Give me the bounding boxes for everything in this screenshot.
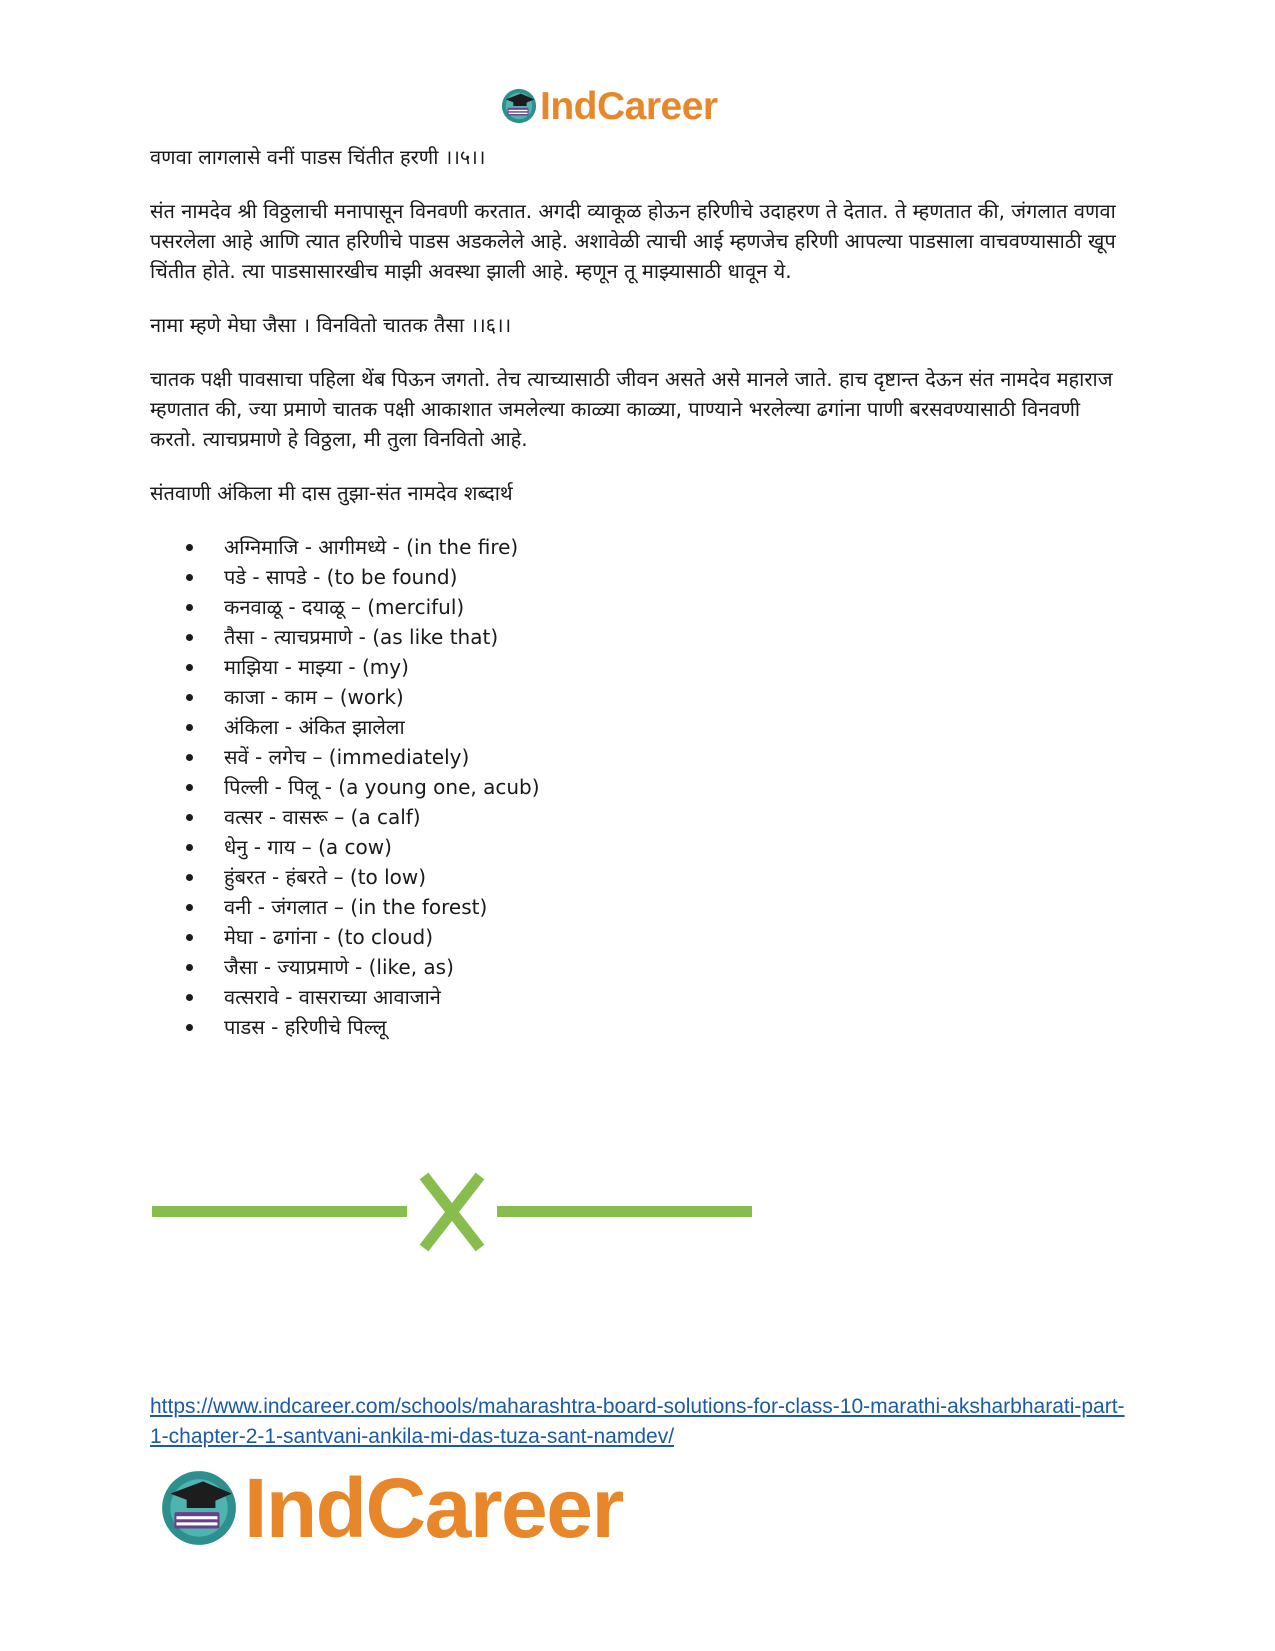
list-item: धेनु - गाय – (a cow) — [186, 832, 1130, 862]
bullet-icon — [186, 964, 193, 971]
bullet-icon — [186, 724, 193, 731]
bullet-icon — [186, 1024, 193, 1031]
bullet-icon — [186, 904, 193, 911]
brand-name: IndCareer — [244, 1461, 623, 1555]
list-item: मेघा - ढगांना - (to cloud) — [186, 922, 1130, 952]
bullet-icon — [186, 814, 193, 821]
list-item: अग्निमाजि - आगीमध्ये - (in the fire) — [186, 532, 1130, 562]
list-item: वनी - जंगलात – (in the forest) — [186, 892, 1130, 922]
divider-line-right — [497, 1206, 752, 1217]
bullet-icon — [186, 544, 193, 551]
explanation-6: चातक पक्षी पावसाचा पहिला थेंब पिऊन जगतो. तेच त्याच्यासाठी जीवन असते असे मानले जाते. हाच दृष्टान्त देऊन संत नामदेव महाराज म्हणतात की, ज्या प्रमाणे चातक पक्षी आकाशात जमलेल्या काळ्या काळ्या, पाण्याने भरलेल्या ढगांना पाणी बरसवण्यासाठी विनवणी करतो. त्याचप्रमाणे हे विठ्ठला, मी तुला विनवितो आहे. — [150, 367, 1113, 451]
list-item: तैसा - त्याचप्रमाणे - (as like that) — [186, 622, 1130, 652]
bullet-icon — [186, 754, 193, 761]
verse-6: नामा म्हणे मेघा जैसा । विनवितो चातक तैसा ।।६।। — [150, 313, 512, 337]
list-item: वत्सर - वासरू – (a calf) — [186, 802, 1130, 832]
bullet-icon — [186, 574, 193, 581]
bullet-icon — [186, 784, 193, 791]
document-body — [150, 142, 1130, 1042]
section-divider — [152, 1172, 752, 1252]
bullet-icon — [186, 634, 193, 641]
bullet-icon — [186, 844, 193, 851]
divider-line-left — [152, 1206, 407, 1217]
verse-5: वणवा लागलासे वनीं पाडस चिंतीत हरणी ।।५।। — [150, 145, 486, 169]
list-item: पडे - सापडे - (to be found) — [186, 562, 1130, 592]
header-logo — [500, 78, 718, 134]
list-item: हुंबरत - हंबरते – (to low) — [186, 862, 1130, 892]
footer-logo — [158, 1458, 623, 1558]
bullet-icon — [186, 694, 193, 701]
list-item: पिल्ली - पिलू - (a young one, acub) — [186, 772, 1130, 802]
graduation-cap-book-icon — [158, 1467, 240, 1549]
list-item: वत्सरावे - वासराच्या आवाजाने — [186, 982, 1130, 1012]
brand-name: IndCareer — [540, 84, 718, 128]
glossary-heading: संतवाणी अंकिला मी दास तुझा-संत नामदेव शब्दार्थ — [150, 481, 513, 505]
glossary-list — [150, 532, 1130, 1042]
bullet-icon — [186, 874, 193, 881]
cross-icon — [424, 1176, 480, 1248]
bullet-icon — [186, 994, 193, 1001]
list-item: अंकिला - अंकित झालेला — [186, 712, 1130, 742]
explanation-5: संत नामदेव श्री विठ्ठलाची मनापासून विनवणी करतात. अगदी व्याकूळ होऊन हरिणीचे उदाहरण ते देतात. ते म्हणतात की, जंगलात वणवा पसरलेला आहे आणि त्यात हरिणीचे पाडस अडकलेले आहे. अशावेळी त्याची आई म्हणजेच हरिणी आपल्या पाडसाला वाचवण्यासाठी खूप चिंतीत होते. त्या पाडसासारखीच माझी अवस्था झाली आहे. म्हणून तू माझ्यासाठी धावून ये. — [150, 199, 1116, 283]
list-item: पाडस - हरिणीचे पिल्लू — [186, 1012, 1130, 1042]
list-item: माझिया - माझ्या - (my) — [186, 652, 1130, 682]
bullet-icon — [186, 934, 193, 941]
list-item: काजा - काम – (work) — [186, 682, 1130, 712]
list-item: कनवाळू - दयाळू – (merciful) — [186, 592, 1130, 622]
list-item: जैसा - ज्याप्रमाणे - (like, as) — [186, 952, 1130, 982]
graduation-cap-book-icon — [500, 87, 538, 125]
bullet-icon — [186, 604, 193, 611]
source-url-link[interactable]: https://www.indcareer.com/schools/maharashtra-board-solutions-for-class-10-marathi-aksharbharati-part-1-chapter-2-1-santvani-ankila-mi-das-tuza-sant-namdev/ — [150, 1395, 1125, 1448]
bullet-icon — [186, 664, 193, 671]
list-item: सवें - लगेच – (immediately) — [186, 742, 1130, 772]
